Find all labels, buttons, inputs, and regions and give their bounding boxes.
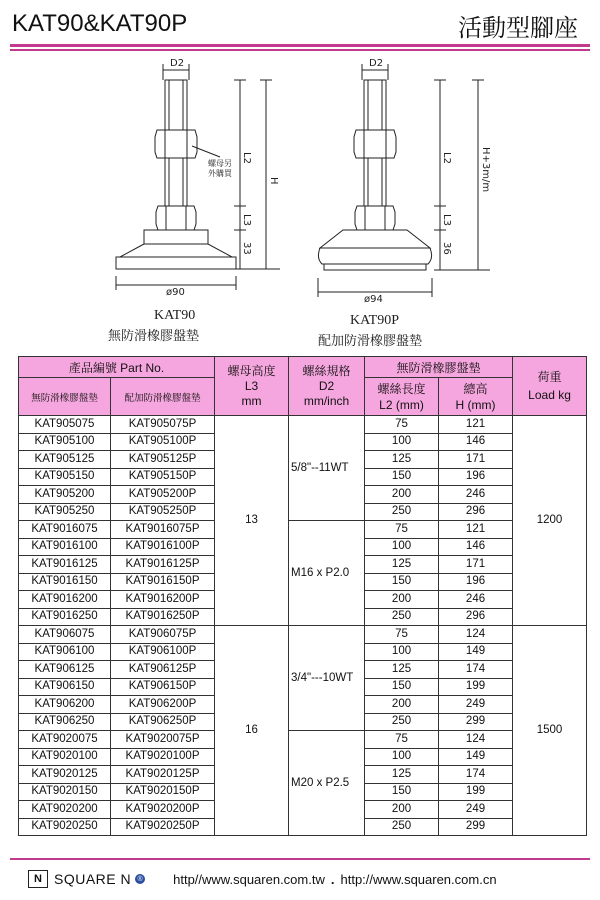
cell-total-height: 121 xyxy=(439,416,513,434)
kat90-base-height-label: 33 xyxy=(241,242,252,255)
kat90-model-caption: KAT90 xyxy=(154,308,196,323)
cell-total-height: 121 xyxy=(439,521,513,539)
cell-nut-height: 13 xyxy=(215,416,289,626)
cell-part-no-pad: KAT905250 xyxy=(19,503,111,521)
cell-part-with-pad: KAT9016125P xyxy=(111,556,215,574)
kat90p-base-height-label: 36 xyxy=(441,242,452,255)
cell-nut-height: 16 xyxy=(215,626,289,836)
cell-part-with-pad: KAT906150P xyxy=(111,678,215,696)
table-row xyxy=(19,521,587,539)
header-with-pad: 配加防滑橡膠盤墊 xyxy=(111,378,215,416)
cell-load: 1500 xyxy=(513,626,587,836)
cell-total-height: 299 xyxy=(439,713,513,731)
footer-separator: . xyxy=(330,871,335,887)
kat90-l3-label: L3 xyxy=(241,214,252,226)
cell-total-height: 196 xyxy=(439,573,513,591)
kat90p-l2-label: L2 xyxy=(441,152,452,164)
page-title: KAT90&KAT90P xyxy=(12,10,188,37)
table-row xyxy=(19,416,587,434)
header-nut-height xyxy=(215,357,289,416)
cell-thread-spec: 5/8"--11WT xyxy=(289,416,365,521)
cell-screw-length: 250 xyxy=(365,608,439,626)
cell-part-no-pad: KAT9016100 xyxy=(19,538,111,556)
header-thread-sub: D2 xyxy=(318,378,335,393)
header-product-code: 產品編號 Part No. xyxy=(19,357,215,378)
cell-part-no-pad: KAT9016200 xyxy=(19,591,111,609)
cell-total-height: 246 xyxy=(439,591,513,609)
cell-screw-length: 150 xyxy=(365,468,439,486)
cell-part-no-pad: KAT9016075 xyxy=(19,521,111,539)
cell-part-with-pad: KAT9016075P xyxy=(111,521,215,539)
cell-screw-length: 100 xyxy=(365,643,439,661)
cell-part-with-pad: KAT9020125P xyxy=(111,766,215,784)
cell-part-no-pad: KAT906150 xyxy=(19,678,111,696)
cell-part-no-pad: KAT905150 xyxy=(19,468,111,486)
cell-part-no-pad: KAT9020075 xyxy=(19,731,111,749)
cell-total-height: 199 xyxy=(439,783,513,801)
table-row xyxy=(19,731,587,749)
kat90p-model-caption: KAT90P xyxy=(350,313,400,328)
cell-load: 1200 xyxy=(513,416,587,626)
cell-part-no-pad: KAT9016125 xyxy=(19,556,111,574)
cell-thread-spec: M16 x P2.0 xyxy=(289,521,365,626)
cell-screw-length: 125 xyxy=(365,766,439,784)
cell-part-with-pad: KAT905150P xyxy=(111,468,215,486)
cell-screw-length: 125 xyxy=(365,451,439,469)
cell-part-with-pad: KAT9020075P xyxy=(111,731,215,749)
cell-part-no-pad: KAT9020125 xyxy=(19,766,111,784)
cell-part-with-pad: KAT906250P xyxy=(111,713,215,731)
cell-part-no-pad: KAT905075 xyxy=(19,416,111,434)
cell-part-no-pad: KAT905125 xyxy=(19,451,111,469)
header-total-height xyxy=(439,378,513,416)
cell-screw-length: 200 xyxy=(365,801,439,819)
cell-screw-length: 75 xyxy=(365,416,439,434)
cell-total-height: 246 xyxy=(439,486,513,504)
cell-part-no-pad: KAT906125 xyxy=(19,661,111,679)
header-screw-length xyxy=(365,378,439,416)
kat90p-d2-label: D2 xyxy=(369,58,384,69)
kat90-note-line2: 外購買 xyxy=(208,169,232,178)
cell-part-no-pad: KAT906100 xyxy=(19,643,111,661)
cell-screw-length: 250 xyxy=(365,818,439,836)
website-link-cn[interactable]: http://www.squaren.com.cn xyxy=(340,871,497,887)
header-load-title: 荷重 xyxy=(537,370,562,384)
kat90-d2-label: D2 xyxy=(170,58,185,69)
cell-part-with-pad: KAT905125P xyxy=(111,451,215,469)
cell-part-with-pad: KAT905100P xyxy=(111,433,215,451)
cell-total-height: 174 xyxy=(439,766,513,784)
cell-part-no-pad: KAT9020150 xyxy=(19,783,111,801)
cell-total-height: 249 xyxy=(439,696,513,714)
cell-total-height: 249 xyxy=(439,801,513,819)
cell-part-with-pad: KAT9016150P xyxy=(111,573,215,591)
cell-part-with-pad: KAT9016100P xyxy=(111,538,215,556)
kat90-note-line1: 螺母另 xyxy=(208,159,232,168)
kat90-desc-caption: 無防滑橡膠盤墊 xyxy=(108,329,200,344)
kat90p-l3-label: L3 xyxy=(441,214,452,226)
header-nut-height-unit: mm xyxy=(241,393,262,408)
spec-table-body xyxy=(19,416,587,836)
cell-thread-spec: 3/4"---10WT xyxy=(289,626,365,731)
page-subtitle: 活動型腳座 xyxy=(458,14,578,42)
cell-screw-length: 75 xyxy=(365,521,439,539)
header-total-height-unit: H (mm) xyxy=(455,397,496,412)
cell-screw-length: 150 xyxy=(365,783,439,801)
cell-screw-length: 75 xyxy=(365,626,439,644)
cell-total-height: 296 xyxy=(439,608,513,626)
cell-total-height: 146 xyxy=(439,538,513,556)
footer-divider xyxy=(10,858,590,860)
cell-part-no-pad: KAT9020200 xyxy=(19,801,111,819)
header-screw-length-title: 螺絲長度 xyxy=(377,381,426,396)
cell-part-no-pad: KAT9016250 xyxy=(19,608,111,626)
cell-part-with-pad: KAT906075P xyxy=(111,626,215,644)
cell-screw-length: 125 xyxy=(365,556,439,574)
cell-part-with-pad: KAT9020200P xyxy=(111,801,215,819)
kat90p-drawing xyxy=(318,64,490,297)
cell-part-no-pad: KAT905100 xyxy=(19,433,111,451)
cell-part-no-pad: KAT9020100 xyxy=(19,748,111,766)
header-thread-title: 螺絲規格 xyxy=(302,363,351,378)
cell-total-height: 124 xyxy=(439,626,513,644)
cell-part-no-pad: KAT906250 xyxy=(19,713,111,731)
cell-thread-spec: M20 x P2.5 xyxy=(289,731,365,836)
cell-total-height: 149 xyxy=(439,748,513,766)
header-thread xyxy=(289,357,365,416)
header-load-sub: Load kg xyxy=(528,388,571,402)
cell-total-height: 296 xyxy=(439,503,513,521)
cell-part-no-pad: KAT9016150 xyxy=(19,573,111,591)
footer xyxy=(28,868,590,890)
brand-name: SQUARE N xyxy=(54,871,132,887)
cell-part-with-pad: KAT9016250P xyxy=(111,608,215,626)
cell-part-with-pad: KAT905075P xyxy=(111,416,215,434)
header-divider-secondary xyxy=(10,49,590,51)
kat90p-h-label: H+3m/m xyxy=(480,147,491,193)
cell-part-with-pad: KAT906100P xyxy=(111,643,215,661)
kat90-drawing xyxy=(116,64,280,290)
website-link-tw[interactable]: http//www.squaren.com.tw xyxy=(173,871,325,887)
cell-part-with-pad: KAT9016200P xyxy=(111,591,215,609)
cell-screw-length: 150 xyxy=(365,678,439,696)
cell-screw-length: 100 xyxy=(365,433,439,451)
cell-screw-length: 125 xyxy=(365,661,439,679)
header-nut-height-sub: L3 xyxy=(244,378,259,393)
header-screw-length-unit: L2 (mm) xyxy=(379,397,424,412)
cell-part-with-pad: KAT906200P xyxy=(111,696,215,714)
cell-screw-length: 200 xyxy=(365,696,439,714)
table-row xyxy=(19,626,587,644)
cell-total-height: 299 xyxy=(439,818,513,836)
kat90-h-label: H xyxy=(268,177,279,185)
cell-total-height: 196 xyxy=(439,468,513,486)
drawing-svg xyxy=(0,52,600,352)
cell-part-no-pad: KAT9020250 xyxy=(19,818,111,836)
kat90-diameter-label: ø90 xyxy=(166,287,185,298)
kat90p-diameter-label: ø94 xyxy=(364,294,383,305)
cell-part-no-pad: KAT905200 xyxy=(19,486,111,504)
cell-total-height: 149 xyxy=(439,643,513,661)
header-load xyxy=(513,357,587,416)
cell-part-no-pad: KAT906075 xyxy=(19,626,111,644)
cell-screw-length: 250 xyxy=(365,503,439,521)
cell-screw-length: 75 xyxy=(365,731,439,749)
registered-mark-icon: ® xyxy=(135,874,145,884)
brand-logo-icon: N xyxy=(28,870,48,888)
cell-part-no-pad: KAT906200 xyxy=(19,696,111,714)
cell-total-height: 171 xyxy=(439,556,513,574)
cell-total-height: 146 xyxy=(439,433,513,451)
cell-total-height: 174 xyxy=(439,661,513,679)
cell-part-with-pad: KAT905200P xyxy=(111,486,215,504)
header-total-height-title: 總高 xyxy=(463,381,488,396)
cell-part-with-pad: KAT9020100P xyxy=(111,748,215,766)
cell-screw-length: 200 xyxy=(365,591,439,609)
cell-screw-length: 200 xyxy=(365,486,439,504)
cell-total-height: 171 xyxy=(439,451,513,469)
header-divider xyxy=(10,44,590,47)
cell-screw-length: 150 xyxy=(365,573,439,591)
cell-screw-length: 250 xyxy=(365,713,439,731)
cell-total-height: 199 xyxy=(439,678,513,696)
technical-drawing xyxy=(0,52,600,352)
cell-part-with-pad: KAT9020150P xyxy=(111,783,215,801)
header-pad-group: 無防滑橡膠盤墊 xyxy=(365,357,513,378)
cell-part-with-pad: KAT9020250P xyxy=(111,818,215,836)
cell-screw-length: 100 xyxy=(365,748,439,766)
header-nut-height-title: 螺母高度 xyxy=(227,363,276,378)
kat90-l2-label: L2 xyxy=(241,152,252,164)
header-no-pad: 無防滑橡膠盤墊 xyxy=(19,378,111,416)
spec-table xyxy=(18,356,587,836)
header-thread-unit: mm/inch xyxy=(303,393,350,408)
cell-part-with-pad: KAT906125P xyxy=(111,661,215,679)
cell-total-height: 124 xyxy=(439,731,513,749)
kat90p-desc-caption: 配加防滑橡膠盤墊 xyxy=(318,334,423,349)
cell-screw-length: 100 xyxy=(365,538,439,556)
cell-part-with-pad: KAT905250P xyxy=(111,503,215,521)
